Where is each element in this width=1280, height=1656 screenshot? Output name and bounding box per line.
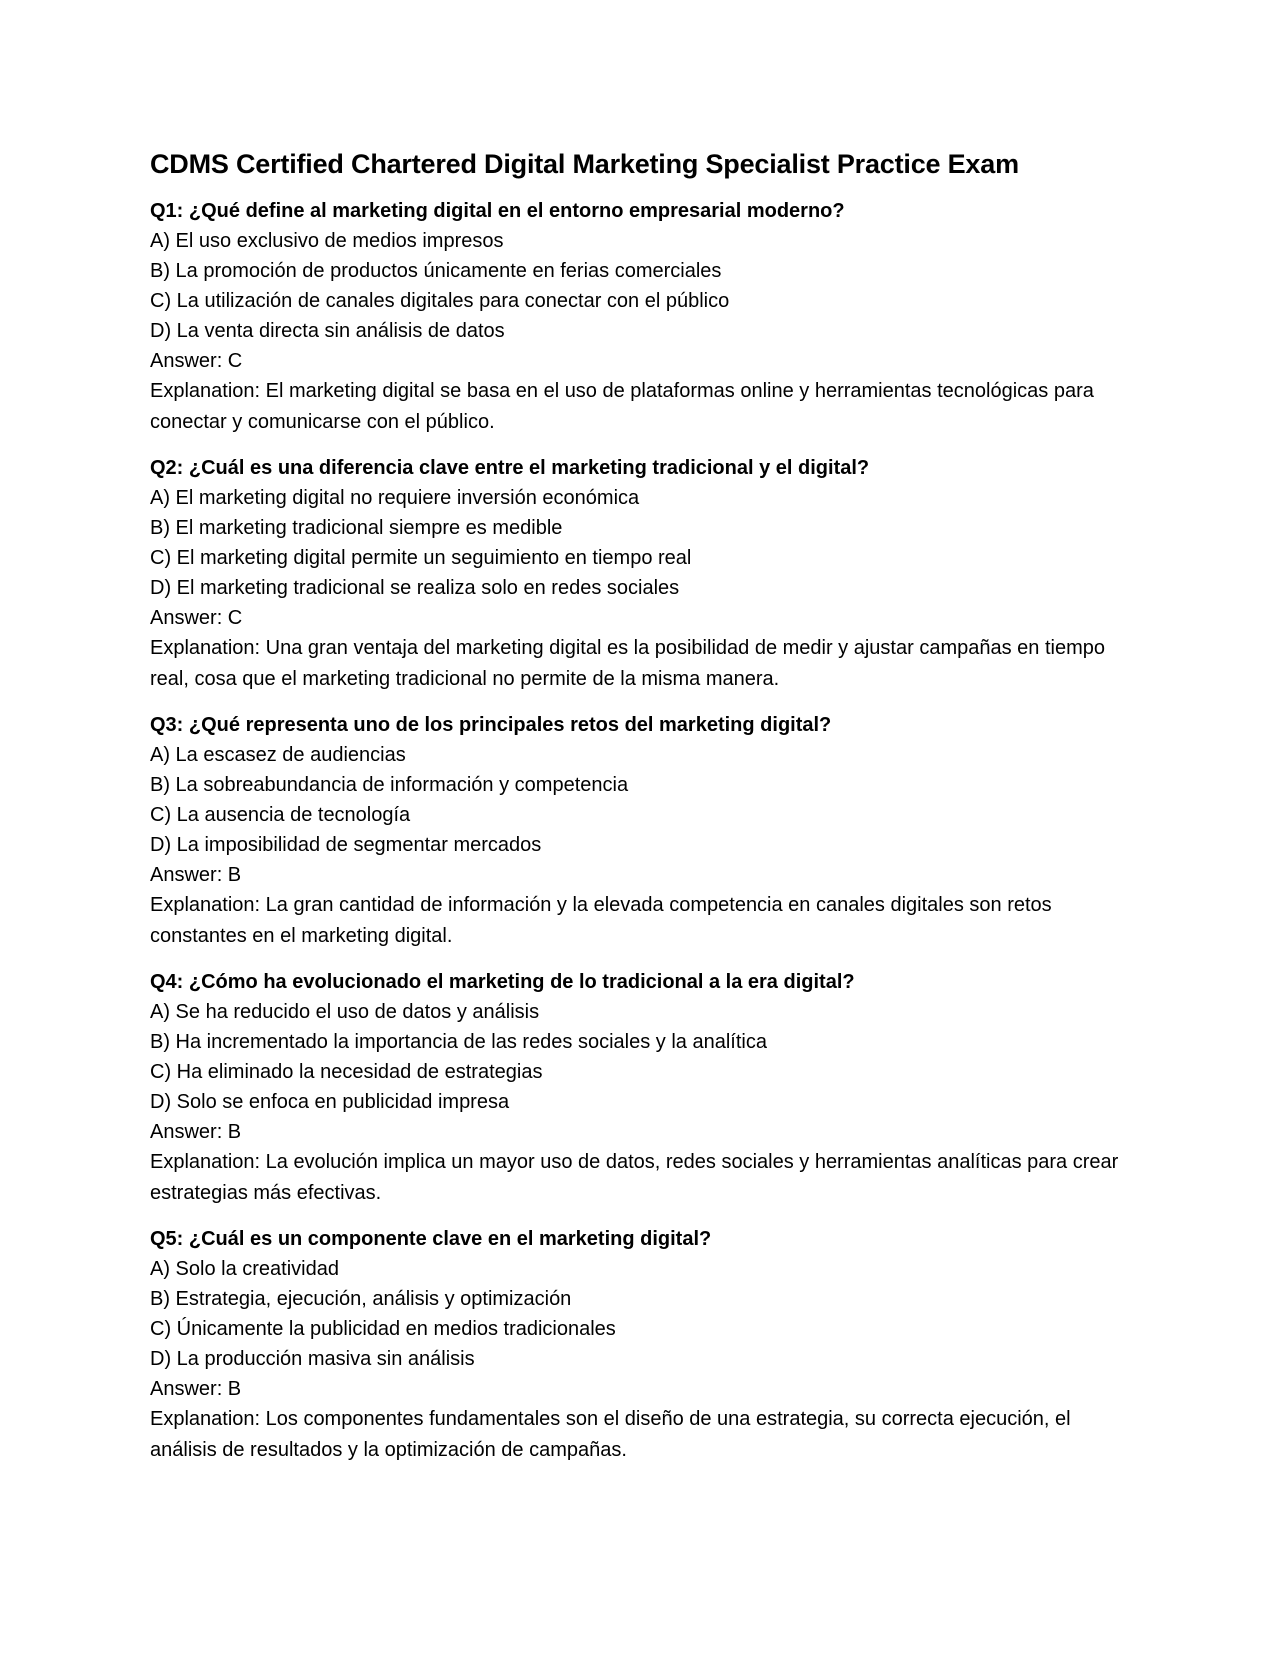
option-d: D) Solo se enfoca en publicidad impresa <box>150 1091 510 1113</box>
answer: Answer: C <box>150 607 243 629</box>
answer: Answer: B <box>150 1121 242 1143</box>
option-a: A) El uso exclusivo de medios impresos <box>150 230 504 252</box>
explanation: Explanation: Los componentes fundamentales son el diseño de una estrategia, su correcta ejecución, el análisis de resultados y la optimización de campañas. <box>150 1408 1071 1461</box>
question-text: Q2: ¿Cuál es una diferencia clave entre el marketing tradicional y el digital? <box>150 457 870 479</box>
option-a: A) La escasez de audiencias <box>150 744 406 766</box>
question-block-1 <box>150 196 1130 437</box>
question-block-2 <box>150 453 1130 694</box>
answer: Answer: C <box>150 350 243 372</box>
option-b: B) Estrategia, ejecución, análisis y optimización <box>150 1288 572 1310</box>
option-c: C) La utilización de canales digitales para conectar con el público <box>150 290 730 312</box>
explanation: Explanation: La evolución implica un mayor uso de datos, redes sociales y herramientas analíticas para crear estrategias más efectivas. <box>150 1151 1119 1204</box>
option-a: A) El marketing digital no requiere inversión económica <box>150 487 640 509</box>
option-b: B) El marketing tradicional siempre es medible <box>150 517 563 539</box>
option-a: A) Solo la creatividad <box>150 1258 339 1280</box>
option-c: C) El marketing digital permite un seguimiento en tiempo real <box>150 547 692 569</box>
option-c: C) La ausencia de tecnología <box>150 804 411 826</box>
page-title: CDMS Certified Chartered Digital Marketing Specialist Practice Exam <box>150 149 1019 179</box>
explanation: Explanation: El marketing digital se basa en el uso de plataformas online y herramientas tecnológicas para conectar y comunicarse con el público. <box>150 380 1094 433</box>
option-c: C) Ha eliminado la necesidad de estrategias <box>150 1061 543 1083</box>
option-a: A) Se ha reducido el uso de datos y análisis <box>150 1001 540 1023</box>
question-text: Q4: ¿Cómo ha evolucionado el marketing de lo tradicional a la era digital? <box>150 971 855 993</box>
option-c: C) Únicamente la publicidad en medios tradicionales <box>150 1318 616 1340</box>
document-page <box>150 146 1130 1481</box>
question-text: Q1: ¿Qué define al marketing digital en el entorno empresarial moderno? <box>150 200 845 222</box>
option-b: B) La sobreabundancia de información y competencia <box>150 774 629 796</box>
option-d: D) La imposibilidad de segmentar mercados <box>150 834 542 856</box>
option-b: B) La promoción de productos únicamente en ferias comerciales <box>150 260 722 282</box>
question-block-3 <box>150 710 1130 951</box>
option-d: D) La venta directa sin análisis de datos <box>150 320 505 342</box>
answer: Answer: B <box>150 1378 242 1400</box>
question-block-4 <box>150 967 1130 1208</box>
question-block-5 <box>150 1224 1130 1465</box>
option-b: B) Ha incrementado la importancia de las redes sociales y la analítica <box>150 1031 767 1053</box>
question-text: Q5: ¿Cuál es un componente clave en el marketing digital? <box>150 1228 712 1250</box>
option-d: D) El marketing tradicional se realiza solo en redes sociales <box>150 577 680 599</box>
question-text: Q3: ¿Qué representa uno de los principales retos del marketing digital? <box>150 714 832 736</box>
explanation: Explanation: La gran cantidad de información y la elevada competencia en canales digitales son retos constantes en el marketing digital. <box>150 894 1052 947</box>
option-d: D) La producción masiva sin análisis <box>150 1348 475 1370</box>
answer: Answer: B <box>150 864 242 886</box>
explanation: Explanation: Una gran ventaja del marketing digital es la posibilidad de medir y ajustar campañas en tiempo real, cosa que el marketing tradicional no permite de la misma manera. <box>150 637 1105 690</box>
